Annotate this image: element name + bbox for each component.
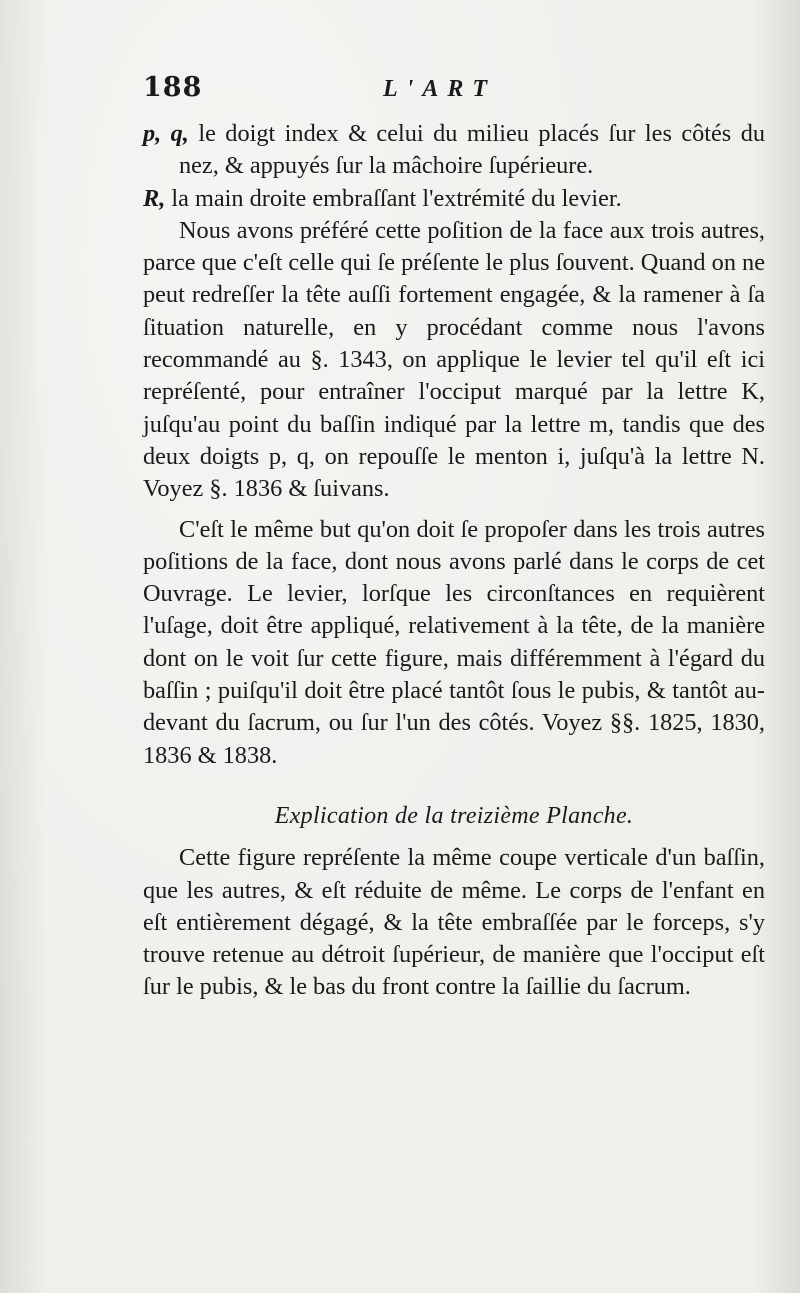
legend-text: le doigt index & celui du milieu placés ſur les côtés du nez, & appuyés ſur la mâchoire ſupérieure.	[179, 120, 765, 180]
section-paragraph: Cette figure repréſente la même coupe verticale d'un baſſin, que les autres, & eſt réduite de même. Le corps de l'enfant en eſt entièrement dégagé, & la tête embraſſée par le forceps, s'y trouve retenue au détroit ſupérieur, de manière que l'occiput eſt ſur le pubis, & le bas du front contre la ſaillie du ſacrum.	[143, 844, 765, 1001]
page-body	[143, 118, 765, 1004]
paragraph: C'eſt le même but qu'on doit ſe propoſer dans les trois autres poſitions de la face, dont nous avons parlé dans le corps de cet Ouvrage. Le levier, lorſque les circonſtances en requièrent l'uſage, doit être appliqué, relativement à la tête, de la manière dont on le voit ſur cette figure, mais différemment à l'égard du baſſin ; puiſqu'il doit être placé tantôt ſous le pubis, & tantôt au-devant du ſacrum, ou ſur l'un des côtés. Voyez §§. 1825, 1830, 1836 & 1838.	[143, 515, 765, 769]
page-header	[143, 72, 763, 112]
running-head: L'ART	[383, 76, 497, 102]
page-number: 188	[143, 72, 203, 103]
legend-key: p, q,	[143, 120, 189, 147]
legend-text: la main droite embraſſant l'extrémité du levier.	[171, 184, 622, 212]
paragraph: Nous avons préféré cette poſition de la face aux trois autres, parce que c'eſt celle qui ſe préſente le plus ſouvent. Quand on ne peut redreſſer la tête auſſi fortement engagée, & la ramener à ſa ſituation naturelle, en y procédant comme nous l'avons recommandé au §. 1343, on applique le levier tel qu'il eſt ici repréſenté, pour entraîner l'occiput marqué par la lettre K, juſqu'au point du baſſin indiqué par la lettre m, tandis que des deux doigts p, q, on repouſſe le menton i, juſqu'à la lettre N. Voyez §. 1836 & ſuivans.	[143, 216, 765, 503]
section-title: Explication de la treizième Planche.	[274, 802, 634, 829]
legend-item	[143, 183, 765, 215]
legend-key: R,	[143, 184, 166, 212]
legend-item	[143, 118, 765, 183]
